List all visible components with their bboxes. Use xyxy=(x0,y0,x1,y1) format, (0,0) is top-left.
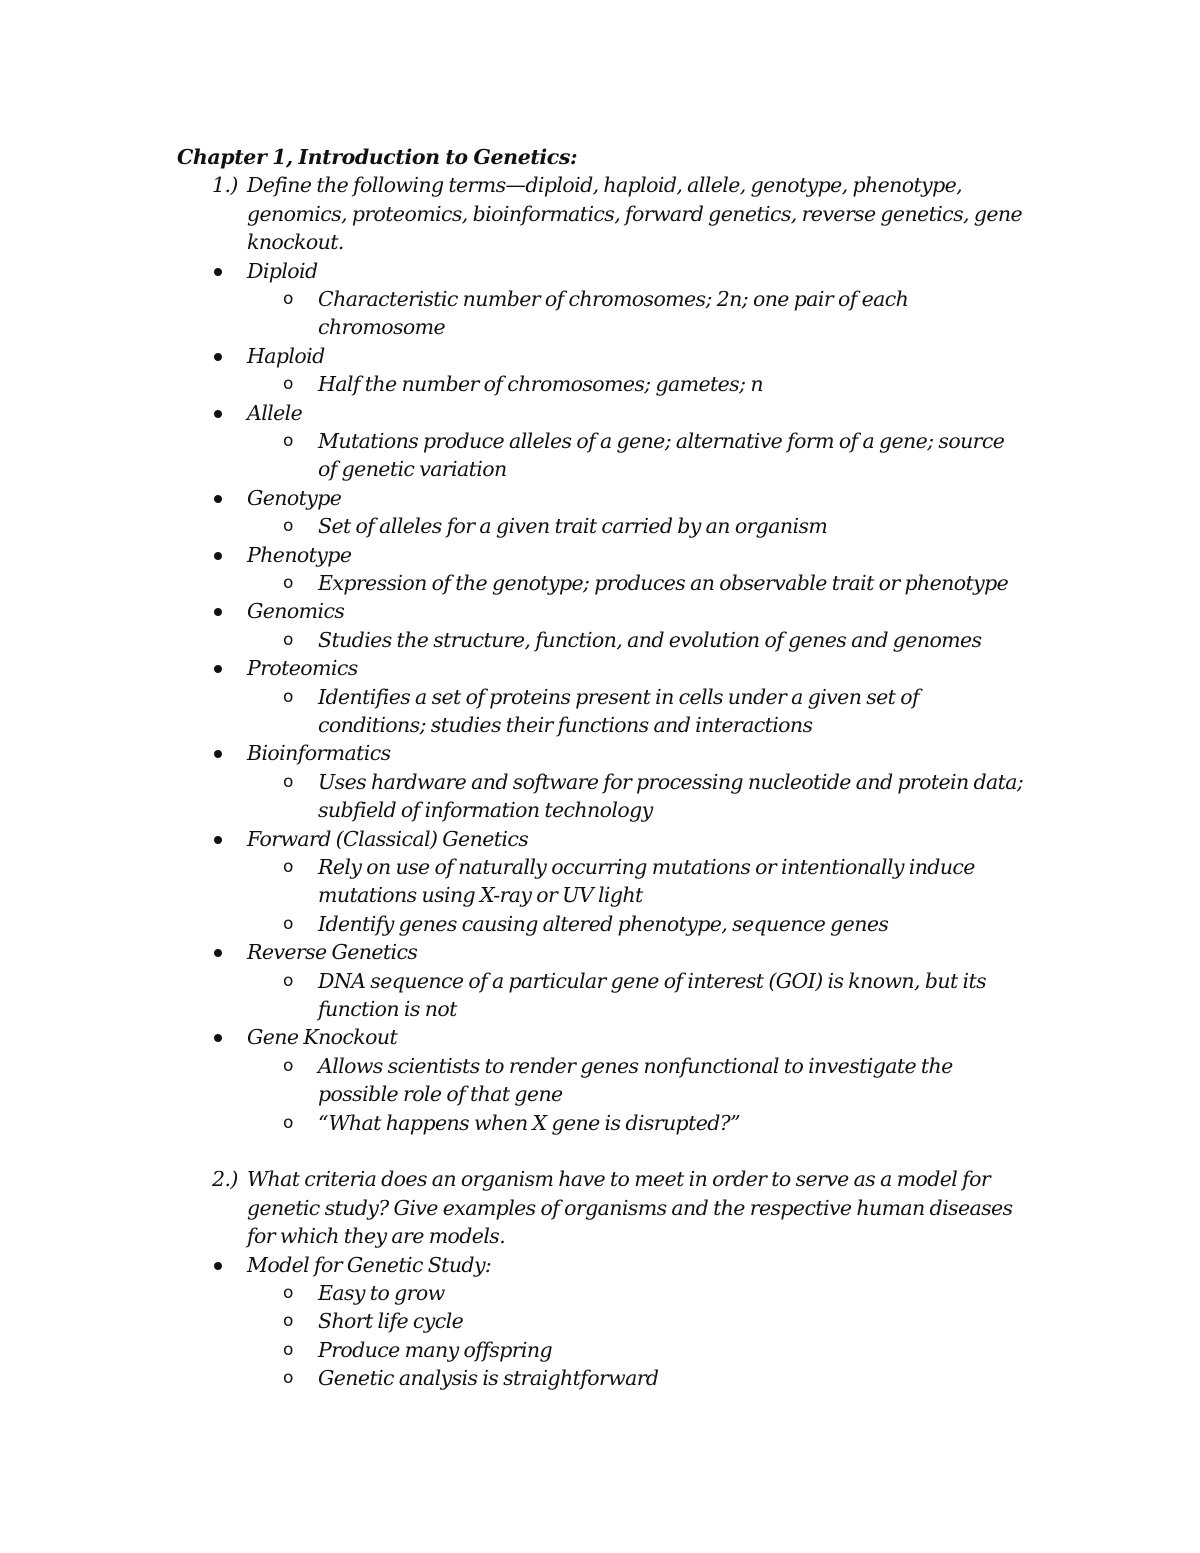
term-label: Genotype xyxy=(247,485,342,510)
bullet-icon xyxy=(214,1262,222,1270)
definition-line: Half the number of chromosomes; gametes; n xyxy=(318,372,763,397)
chapter-heading: Chapter 1, Introduction to Genetics: xyxy=(177,145,578,169)
definition-line: Expression of the genotype; produces an observable trait or phenotype xyxy=(318,571,1009,595)
sub-bullet-icon: o xyxy=(283,289,294,309)
bullet-icon xyxy=(214,836,222,844)
criteria-line: Short life cycle xyxy=(318,1309,464,1334)
bullet-icon xyxy=(214,552,222,560)
term-label: Model for Genetic Study: xyxy=(247,1252,492,1277)
criteria-line: Produce many offspring xyxy=(318,1337,552,1362)
bullet-icon xyxy=(214,495,222,503)
definition-line: Identify genes causing altered phenotype, sequence genes xyxy=(318,911,889,936)
sub-bullet-icon: o xyxy=(283,374,294,395)
sub-bullet-icon: o xyxy=(283,913,294,934)
bullet-icon xyxy=(214,353,222,361)
definition-line: Mutations produce alleles of a gene; alternative form of a gene; source xyxy=(318,429,1005,453)
sub-bullet-icon: o xyxy=(283,1339,294,1360)
sub-bullet-icon: o xyxy=(283,431,294,451)
question-text-line: genetic study? Give examples of organisms and the respective human diseases xyxy=(247,1195,1013,1220)
sub-bullet-icon: o xyxy=(283,771,294,792)
definition-line: subfield of information technology xyxy=(318,798,653,823)
sub-bullet-icon: o xyxy=(283,1055,294,1076)
term-label: Allele xyxy=(247,400,303,425)
term-label: Diploid xyxy=(247,258,318,283)
term-label: Genomics xyxy=(247,599,345,624)
term-label: Gene Knockout xyxy=(247,1025,398,1050)
definition-line: Allows scientists to render genes nonfunctional to investigate the xyxy=(318,1053,953,1078)
term-label: Proteomics xyxy=(247,656,358,681)
sub-bullet-icon: o xyxy=(283,970,294,991)
question-number: 2.) xyxy=(212,1167,238,1192)
definition-line: “What happens when X gene is disrupted?” xyxy=(318,1110,741,1135)
question-text-line: Define the following terms—diploid, haploid, allele, genotype, phenotype, xyxy=(247,173,963,198)
definition-line: DNA sequence of a particular gene of interest (GOI) is known, but its xyxy=(318,968,987,993)
bullet-icon xyxy=(214,268,222,276)
bullet-icon xyxy=(214,410,222,418)
definition-line: Characteristic number of chromosomes; 2n; one pair of each xyxy=(318,287,909,311)
term-label: Phenotype xyxy=(247,542,352,567)
question-text-line: What criteria does an organism have to meet in order to serve as a model for xyxy=(247,1167,991,1192)
definition-line: Identifies a set of proteins present in cells under a given set of xyxy=(318,684,919,709)
definition-line: conditions; studies their functions and interactions xyxy=(318,713,813,737)
term-label: Reverse Genetics xyxy=(247,940,418,965)
sub-bullet-icon: o xyxy=(283,1283,294,1303)
bullet-icon xyxy=(214,1034,222,1042)
question-text-line: for which they are models. xyxy=(247,1224,506,1249)
question-number: 1.) xyxy=(212,173,238,198)
definition-line: Rely on use of naturally occurring mutations or intentionally induce xyxy=(318,855,975,879)
bullet-icon xyxy=(214,949,222,957)
definition-line: Studies the structure, function, and evolution of genes and genomes xyxy=(318,627,982,652)
sub-bullet-icon: o xyxy=(283,686,294,707)
sub-bullet-icon: o xyxy=(283,1368,294,1389)
sub-bullet-icon: o xyxy=(283,1311,294,1332)
bullet-icon xyxy=(214,665,222,673)
sub-bullet-icon: o xyxy=(283,516,294,537)
definition-line: Set of alleles for a given trait carried by an organism xyxy=(318,514,828,539)
definition-line: chromosome xyxy=(318,315,446,340)
bullet-icon xyxy=(214,750,222,758)
sub-bullet-icon: o xyxy=(283,629,294,650)
term-label: Bioinformatics xyxy=(247,741,391,766)
sub-bullet-icon: o xyxy=(283,573,294,593)
question-text-line: knockout. xyxy=(247,230,344,255)
sub-bullet-icon: o xyxy=(283,857,294,877)
definition-line: of genetic variation xyxy=(318,457,507,482)
term-label: Haploid xyxy=(247,343,325,368)
definition-line: Uses hardware and software for processing nucleotide and protein data; xyxy=(318,769,1024,794)
bullet-icon xyxy=(214,608,222,616)
term-label: Forward (Classical) Genetics xyxy=(247,826,529,851)
definition-line: possible role of that gene xyxy=(318,1082,563,1107)
sub-bullet-icon: o xyxy=(283,1112,294,1133)
criteria-line: Easy to grow xyxy=(318,1281,445,1305)
question-text-line: genomics, proteomics, bioinformatics, forward genetics, reverse genetics, gene xyxy=(247,201,1023,226)
definition-line: function is not xyxy=(318,997,457,1021)
definition-line: mutations using X-ray or UV light xyxy=(318,883,643,908)
criteria-line: Genetic analysis is straightforward xyxy=(318,1366,659,1391)
